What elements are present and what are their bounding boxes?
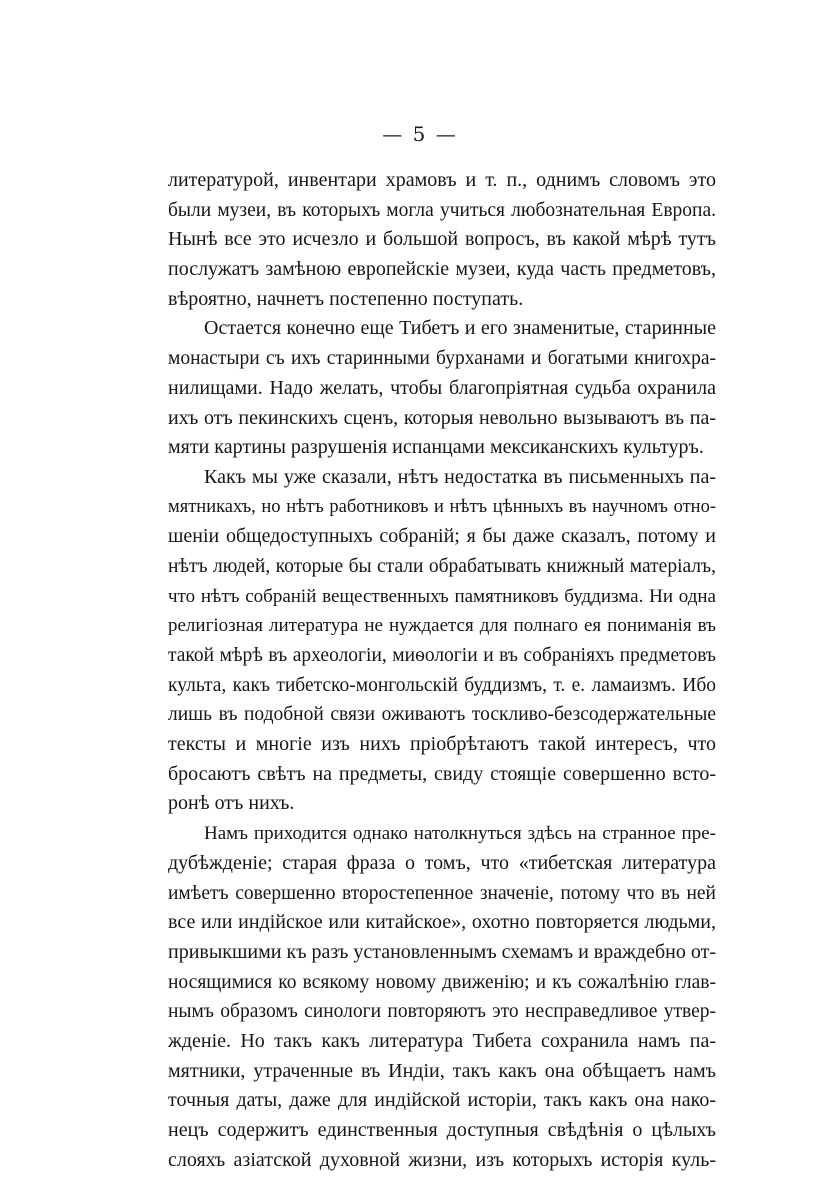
text-line: все или индійское или китайское», охотно повторяется людьми, — [168, 911, 716, 934]
text-line: культа, какъ тибетско-монгольскій буддизмъ, т. е. ламаизмъ. Ибо — [168, 674, 716, 696]
text-line: были музеи, въ которыхъ могла учиться любознательная Европа. — [168, 199, 716, 221]
text-line: мятникахъ, но нѣтъ работниковъ и нѣтъ цѣнныхъ въ научномъ отно- — [168, 496, 716, 517]
text-line: слояхъ азіатской духовной жизни, изъ которыхъ исторія куль- — [168, 1148, 716, 1171]
text-line: литературой, инвентари храмовъ и т. п., однимъ словомъ это — [168, 169, 716, 191]
text-line: нецъ содержитъ единственныя доступныя свѣдѣнія о цѣлыхъ — [168, 1119, 716, 1141]
text-line: Намъ приходится однако натолкнуться здѣсь на странное пре- — [204, 823, 716, 845]
body-text — [168, 166, 716, 1175]
text-line: послужатъ замѣною европейскіе музеи, куда часть предметовъ, — [168, 258, 716, 281]
text-line: что нѣтъ собраній вещественныхъ памятниковъ буддизма. Ни одна — [168, 585, 716, 607]
text-line: шеніи общедоступныхъ собраній; я бы даже сказалъ, потому и — [168, 525, 716, 548]
text-line: Остается конечно еще Тибетъ и его знаменитые, старинные — [204, 317, 716, 340]
text-line: нилищами. Надо желать, чтобы благопріятная судьба охранила — [168, 376, 716, 399]
page-number: — 5 — — [382, 122, 458, 146]
text-line: мятники, утраченные въ Индіи, такъ какъ она обѣщаетъ намъ — [168, 1059, 716, 1082]
text-line: точныя даты, даже для индійской исторіи, такъ какъ она нако- — [168, 1089, 716, 1112]
text-line: мяти картины разрушенія испанцами мексиканскихъ культуръ. — [168, 436, 704, 459]
text-line: ихъ отъ пекинскихъ сценъ, которыя невольно вызываютъ въ па- — [168, 406, 716, 429]
text-line: Какъ мы уже сказали, нѣтъ недостатка въ письменныхъ па- — [204, 465, 716, 488]
text-line: религіозная литература не нуждается для полнаго ея пониманія въ — [168, 615, 716, 637]
text-line: монастыри съ ихъ старинными бурханами и богатыми книгохра- — [168, 348, 716, 370]
text-line: привыкшими къ разъ установленнымъ схемамъ и враждебно от- — [168, 940, 716, 963]
text-line: дубѣжденіе; старая фраза о томъ, что «тибетская литература — [168, 851, 716, 874]
text-line: вѣроятно, начнетъ постепенно поступать. — [168, 287, 524, 310]
text-line: ронѣ отъ нихъ. — [168, 792, 295, 815]
text-line: жденіе. Но такъ какъ литература Тибета сохранила намъ па- — [168, 1029, 716, 1052]
text-line: нымъ образомъ синологи повторяютъ это несправедливое утвер- — [168, 1001, 716, 1023]
text-line: бросаютъ свѣтъ на предметы, свиду стоящіе совершенно всто- — [168, 762, 716, 785]
text-line: имѣетъ совершенно второстепенное значеніе, потому что въ ней — [168, 882, 716, 904]
text-line: нѣтъ людей, которые бы стали обрабатывать книжный матеріалъ, — [168, 555, 716, 577]
text-line: носящимися ко всякому новому движенію; и къ сожалѣнію глав- — [168, 971, 716, 993]
text-line: Нынѣ все это исчезло и большой вопросъ, въ какой мѣрѣ тутъ — [168, 228, 716, 251]
text-line: лишь въ подобной связи оживаютъ тоскливо-безсодержательные — [168, 704, 716, 726]
text-line: тексты и многіе изъ нихъ пріобрѣтаютъ такой интересъ, что — [168, 733, 716, 756]
text-line: такой мѣрѣ въ археологіи, миѳологіи и въ собраніяхъ предметовъ — [168, 645, 716, 666]
